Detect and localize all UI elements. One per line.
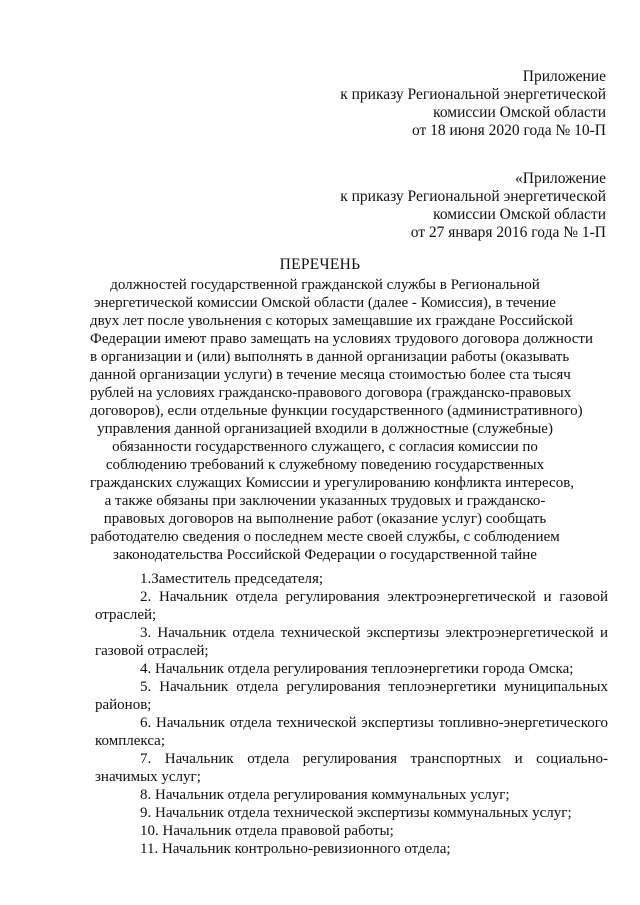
preamble-line: рублей на условиях гражданско-правового договора (гражданско-правовых bbox=[90, 385, 572, 401]
appendix-line: Приложение bbox=[522, 68, 606, 85]
appendix-header-current bbox=[340, 68, 606, 140]
preamble-line: данной организации услуги) в течение месяца стоимостью более ста тысяч bbox=[90, 367, 571, 383]
document-title: ПЕРЕЧЕНЬ bbox=[279, 256, 361, 273]
list-item: 6. Начальник отдела технической экспертизы топливно-энергетического комплекса; bbox=[95, 715, 608, 749]
list-item: 7. Начальник отдела регулирования транспортных и социально-значимых услуг; bbox=[95, 751, 608, 785]
preamble-line: обязанности государственного служащего, с согласия комиссии по bbox=[112, 439, 538, 455]
list-item: 4. Начальник отдела регулирования теплоэнергетики города Омска; bbox=[140, 661, 574, 677]
appendix-line: к приказу Региональной энергетической bbox=[340, 86, 606, 103]
appendix-line: к приказу Региональной энергетической bbox=[340, 188, 606, 205]
preamble-line: в организации и (или) выполнять в данной организации работы (оказывать bbox=[90, 349, 570, 365]
list-item: 2. Начальник отдела регулирования электроэнергетической и газовой отраслей; bbox=[95, 589, 608, 623]
appendix-line: «Приложение bbox=[515, 170, 606, 187]
preamble-line: работодателю сведения о последнем месте своей службы, с соблюдением bbox=[90, 529, 560, 545]
preamble-line: а также обязаны при заключении указанных трудовых и гражданско- bbox=[104, 493, 546, 509]
preamble-line: договоров), если отдельные функции государственного (административного) bbox=[90, 403, 583, 419]
positions-list bbox=[95, 570, 608, 858]
preamble-line: законодательства Российской Федерации о государственной тайне bbox=[113, 547, 537, 563]
list-item: 1.Заместитель председателя; bbox=[140, 571, 324, 587]
list-item: 8. Начальник отдела регулирования коммунальных услуг; bbox=[140, 787, 510, 803]
appendix-header-previous bbox=[340, 170, 606, 242]
preamble-line: энергетической комиссии Омской области (далее - Комиссия), в течение bbox=[94, 295, 556, 311]
list-item: 11. Начальник контрольно-ревизионного отдела; bbox=[140, 841, 451, 857]
appendix-line: комиссии Омской области bbox=[433, 206, 606, 223]
preamble-line: соблюдению требований к служебному поведению государственных bbox=[105, 457, 545, 473]
list-item: 9. Начальник отдела технической экспертизы коммунальных услуг; bbox=[140, 805, 572, 821]
list-item: 10. Начальник отдела правовой работы; bbox=[140, 823, 394, 839]
preamble-line: правовых договоров на выполнение работ (оказание услуг) сообщать bbox=[103, 511, 547, 527]
preamble-line: двух лет после увольнения с которых замещавшие их граждане Российской bbox=[90, 313, 573, 329]
list-item: 5. Начальник отдела регулирования теплоэнергетики муниципальных районов; bbox=[95, 679, 608, 713]
appendix-line: от 27 января 2016 года № 1-П bbox=[410, 224, 606, 241]
preamble-line: Федерации имеют право замещать на условиях трудового договора должности bbox=[90, 331, 593, 347]
list-item: 3. Начальник отдела технической экспертизы электроэнергетической и газовой отраслей; bbox=[95, 625, 608, 659]
appendix-line: от 18 июня 2020 года № 10-П bbox=[411, 122, 606, 139]
preamble-line: должностей государственной гражданской службы в Региональной bbox=[110, 277, 540, 293]
document-preamble bbox=[90, 276, 593, 564]
appendix-line: комиссии Омской области bbox=[433, 104, 606, 121]
preamble-line: гражданских служащих Комиссии и урегулированию конфликта интересов, bbox=[90, 475, 575, 491]
preamble-line: управления данной организацией входили в должностные (служебные) bbox=[97, 421, 553, 437]
